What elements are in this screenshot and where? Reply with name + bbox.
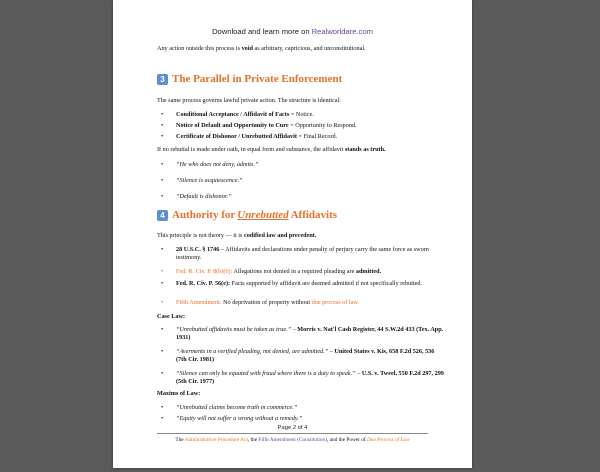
bullet-icon: •: [161, 161, 164, 168]
footer-divider: [157, 433, 428, 434]
bullet-icon: •: [161, 415, 164, 422]
bullet-icon: •: [161, 246, 164, 253]
maxim-quote: “Equity will not suffer a wrong without a remedy.”: [176, 415, 303, 422]
authority-item: Fed. R. Civ. P. 56(e): Facts supported by affidavit are deemed admitted if not specifically rebutted.: [176, 280, 423, 287]
apa-link[interactable]: Administrative Procedure Act: [184, 437, 248, 443]
bullet-icon: •: [161, 122, 164, 129]
case-item: “Silence can only be equated with fraud where there is a duty to speak.” – U.S. v. Tweel, 550 F.2d 297, 299 (5th Cir. 1977): [176, 370, 444, 385]
section-number-badge: 3: [157, 74, 168, 85]
authority-item: 28 U.S.C. § 1746 – Affidavits and declarations under penalty of perjury carry the same force as sworn testimony.: [176, 246, 429, 261]
section-4-heading: 4 Authority for Unrebutted Affidavits: [157, 209, 337, 221]
authority-item: Fifth Amendment: No deprivation of property without due process of law.: [176, 299, 359, 306]
rebuttal-line: If no rebuttal is made under oath, in equal form and substance, the affidavit stands as truth.: [157, 146, 386, 153]
list-item: Notice of Default and Opportunity to Cure = Opportunity to Respond.: [176, 122, 357, 129]
case-item: “Unrebutted affidavits must be taken as true.” – Morris v. Nat'l Cash Register, 44 S.W.2d 433 (Tex. App. 1931): [176, 326, 444, 341]
realworldare-link[interactable]: Realworldare.com: [311, 27, 373, 36]
frcp-8b6-link[interactable]: Fed. R. Civ. P. 8(b)(6):: [176, 268, 233, 275]
bullet-icon: •: [161, 404, 164, 411]
bullet-icon: •: [161, 177, 164, 184]
bullet-icon: •: [161, 370, 164, 377]
footer-text: The Administrative Procedure Act, the Fifth Amendment (Constitution), and the Power of Due Process of Law: [175, 437, 410, 443]
list-item: Certificate of Dishonor / Unrebutted Affidavit = Final Record.: [176, 133, 338, 140]
download-banner: Download and learn more on Realworldare.com: [212, 27, 373, 36]
list-item: Conditional Acceptance / Affidavit of Facts = Notice.: [176, 111, 314, 118]
maxim-quote: “Default is dishonor.”: [176, 193, 232, 200]
section-4-intro: This principle is not theory — it is codified law and precedent.: [157, 232, 317, 239]
bullet-icon: •: [161, 268, 164, 275]
bullet-icon: •: [161, 280, 164, 287]
bullet-icon: •: [161, 299, 164, 306]
maxim-quote: “Unrebutted claims become truth in commerce.”: [176, 404, 298, 411]
fifth-amendment-link[interactable]: Fifth Amendment:: [176, 299, 222, 306]
page-number: Page 2 of 4: [277, 425, 308, 431]
case-item: “Averments in a verified pleading, not denied, are admitted.” – United States v. Kis, 658 F.2d 526, 536 (7th Cir. 1981): [176, 348, 435, 363]
section-3-intro: The same process governs lawful private action. The structure is identical:: [157, 97, 341, 104]
bullet-icon: •: [161, 111, 164, 118]
bullet-icon: •: [161, 348, 164, 355]
bullet-icon: •: [161, 133, 164, 140]
due-process-link[interactable]: due process of law.: [311, 299, 359, 306]
intro-line: Any action outside this process is void as arbitrary, capricious, and unconstitutional.: [157, 45, 366, 52]
document-page: [113, 0, 472, 468]
bullet-icon: •: [161, 193, 164, 200]
authority-item: Fed. R. Civ. P. 8(b)(6): Allegations not denied in a required pleading are admitted.: [176, 268, 382, 275]
due-process-footer-link[interactable]: Due Process of Law: [366, 437, 410, 443]
case-law-heading: Case Law:: [157, 313, 186, 320]
bullet-icon: •: [161, 326, 164, 333]
fifth-amendment-footer-link[interactable]: Fifth Amendment (Constitution): [258, 437, 327, 443]
maxim-quote: “Silence is acquiescence.”: [176, 177, 243, 184]
maxim-quote: “He who does not deny, admits.”: [176, 161, 259, 168]
section-number-badge: 4: [157, 210, 168, 221]
maxims-heading: Maxims of Law:: [157, 390, 201, 397]
section-3-heading: 3 The Parallel in Private Enforcement: [157, 73, 342, 85]
